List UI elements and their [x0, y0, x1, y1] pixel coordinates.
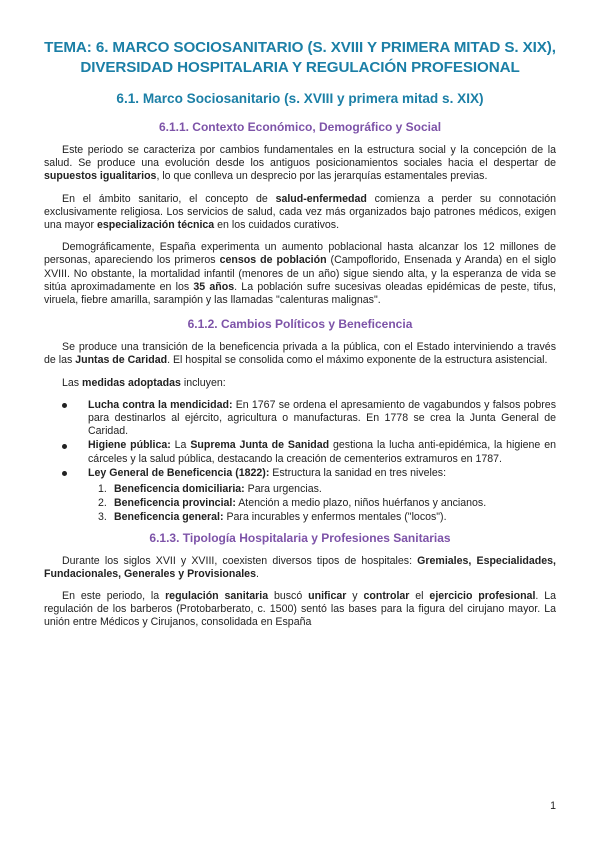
measures-list — [44, 399, 556, 480]
list-item: Higiene pública: La Suprema Junta de Sanidad gestiona la lucha anti-epidémica, la higiene en cárceles y la salud pública, destacando la creación de cementerios extramuros en 1787. — [88, 439, 556, 465]
list-item: Ley General de Beneficencia (1822): Estructura la sanidad en tres niveles: — [88, 467, 556, 480]
document-title: TEMA: 6. MARCO SOCIOSANITARIO (S. XVIII Y PRIMERA MITAD S. XIX), DIVERSIDAD HOSPITALARIA Y REGULACIÓN PROFESIONAL — [44, 39, 556, 76]
paragraph-health-concept: En el ámbito sanitario, el concepto de salud-enfermedad comienza a perder su connotación exclusivamente religiosa. Los servicios de salud, cada vez más organizados bajo patrones médicos, exigen una mayor especialización técnica en los cuidados curativos. — [44, 192, 556, 232]
paragraph-social-context: Este periodo se caracteriza por cambios fundamentales en la estructura social y la concepción de la salud. Se produce una evolución desde los antiguos posicionamientos sociales hacia el despertar de supuestos igualitarios, lo que conlleva un desprecio por las jerarquías estamentales previas. — [44, 144, 556, 183]
list-item: 1. Beneficencia domiciliaria: Para urgencias. — [98, 483, 322, 496]
beneficence-levels-list — [44, 483, 556, 525]
paragraph-hospital-types: Durante los siglos XVII y XVIII, coexisten diversos tipos de hospitales: Gremiales, Especialidades, Fundacionales, Generales y Provisionales. — [44, 554, 556, 580]
paragraph-regulation: En este periodo, la regulación sanitaria buscó unificar y controlar el ejercicio profesional. La regulación de los barberos (Protobarberato, c. 1500) sentó las bases para la figura del cirujano mayor. La unión entre Médicos y Cirujanos, consolidada en España — [44, 590, 557, 629]
subsection-heading-6-1-2: 6.1.2. Cambios Políticos y Beneficencia — [187, 317, 413, 332]
page-number: 1 — [550, 800, 556, 812]
list-item: Lucha contra la mendicidad: En 1767 se ordena el apresamiento de vagabundos y falsos pobres para destinarlos al ejército, agricultura o manufacturas. En 1778 se crea la Junta General de Caridad. — [88, 398, 556, 438]
paragraph-demography: Demográficamente, España experimenta un aumento poblacional hasta alcanzar los 12 millones de personas, apareciendo los primeros censos de población (Campoflorido, Ensenada y Aranda) en el siglo XVIII. No obstante, la mortalidad infantil (menores de un año) sigue siendo alta, y la esperanza de vida se sitúa aproximadamente en los 35 años. La población sufre sucesivas oleadas epidémicas de peste, tifus, viruela, fiebre amarilla, sarampión y las llamadas "calenturas malignas". — [44, 241, 557, 307]
list-item: 3. Beneficencia general: Para incurables y enfermos mentales ("locos"). — [98, 511, 447, 524]
list-item: 2. Beneficencia provincial: Atención a medio plazo, niños huérfanos y ancianos. — [98, 497, 487, 510]
section-heading-6-1: 6.1. Marco Sociosanitario (s. XVIII y primera mitad s. XIX) — [116, 91, 484, 106]
paragraph-measures-intro: Las medidas adoptadas incluyen: — [62, 376, 226, 389]
subsection-heading-6-1-3: 6.1.3. Tipología Hospitalaria y Profesiones Sanitarias — [149, 530, 451, 545]
paragraph-beneficence-transition: Se produce una transición de la beneficencia privada a la pública, con el Estado interviniendo a través de las Juntas de Caridad. El hospital se consolida como el máximo exponente de la estructura asistencial. — [44, 341, 556, 367]
subsection-heading-6-1-1: 6.1.1. Contexto Económico, Demográfico y Social — [158, 120, 442, 134]
